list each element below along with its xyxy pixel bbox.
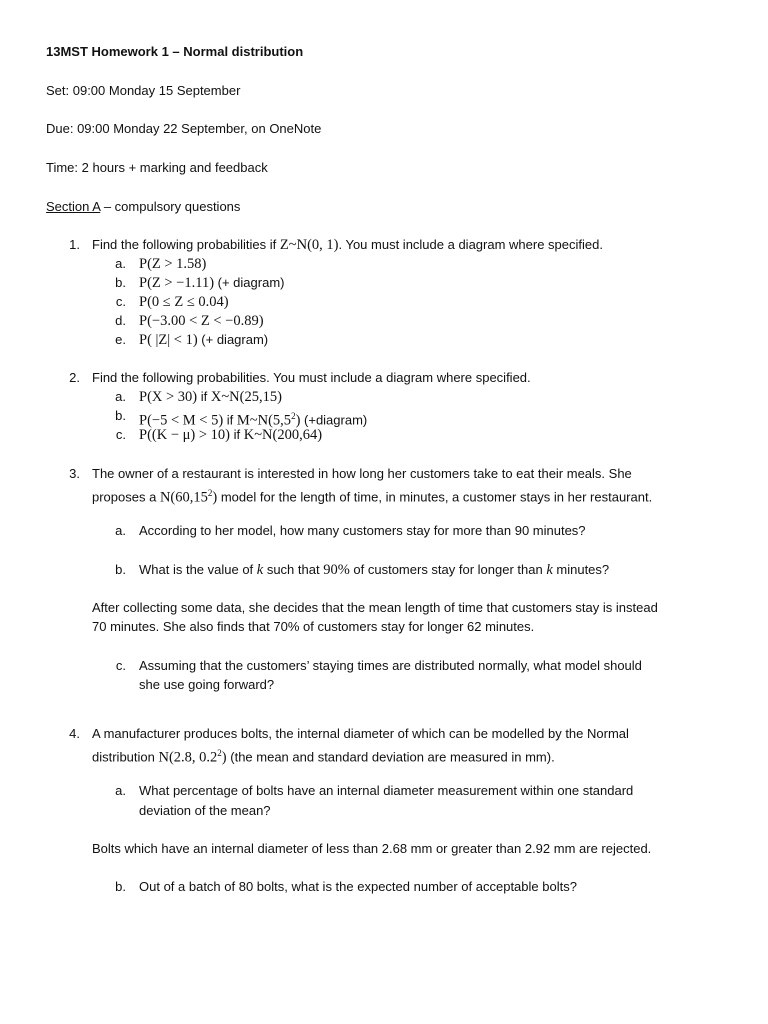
q2-part-c-label: c. <box>115 427 126 442</box>
q1-part-d <box>139 313 264 329</box>
set-time: Set: 09:00 Monday 15 September <box>46 83 241 98</box>
q2-part-a <box>139 389 282 405</box>
q4-part-b: Out of a batch of 80 bolts, what is the expected number of acceptable bolts? <box>139 879 577 894</box>
question-3-number: 3. <box>69 466 80 481</box>
q2-part-b-distribution: M~N(5,5 <box>236 412 292 429</box>
q4-model-exponent: 2 <box>217 748 222 758</box>
q3-paragraph-line-1: After collecting some data, she decides that the mean length of time that customers stay is instead <box>92 600 658 615</box>
q3-part-a: According to her model, how many customers stay for more than 90 minutes? <box>139 523 586 538</box>
q1-part-d-label: d. <box>115 313 126 328</box>
q3-paragraph-line-2: 70 minutes. She also finds that 70% of customers stay for longer 62 minutes. <box>92 619 535 634</box>
q3-b-text-2: such that <box>263 562 324 577</box>
section-heading <box>46 199 240 215</box>
question-1-intro: Find the following probabilities if <box>92 237 280 252</box>
q3-line2-start: proposes a <box>92 489 160 505</box>
question-2-text: Find the following probabilities. You must include a diagram where specified. <box>92 370 531 385</box>
q2-part-b <box>139 408 367 428</box>
q1-part-e-label: e. <box>115 332 126 347</box>
q3-part-b <box>139 562 609 578</box>
section-description: – compulsory questions <box>100 199 241 214</box>
time-allowance: Time: 2 hours + marking and feedback <box>46 160 268 175</box>
q1-part-e-note: (+ diagram) <box>197 332 269 347</box>
q2-part-a-math: P(X > 30) <box>139 389 198 405</box>
q4-part-a-label: a. <box>115 783 126 798</box>
q2-part-b-label: b. <box>115 408 126 423</box>
q4-paragraph: Bolts which have an internal diameter of less than 2.68 mm or greater than 2.92 mm are rejected. <box>92 841 652 856</box>
q3-model-close: ) <box>212 489 218 506</box>
q3-model-exponent: 2 <box>207 488 213 498</box>
q2-part-c-distribution: K~N(200,64) <box>243 427 323 443</box>
q4-part-a-line-1: What percentage of bolts have an internal diameter measurement within one standard <box>139 783 634 798</box>
q2-part-a-label: a. <box>115 389 126 404</box>
q1-part-e-math: P( |Z| < 1) <box>139 332 198 348</box>
question-1-math: Z~N(0, 1) <box>279 237 339 253</box>
q3-line2-end: model for the length of time, in minutes, a customer stays in her restaurant. <box>217 489 653 505</box>
question-1-text <box>92 237 603 253</box>
q3-model-math: N(60,15 <box>159 489 208 506</box>
question-1-number: 1. <box>69 237 80 252</box>
q3-b-percent: 90% <box>323 562 350 578</box>
q2-part-b-math: P(−5 < M < 5) <box>139 412 224 429</box>
q3-part-b-label: b. <box>115 562 126 577</box>
question-2-number: 2. <box>69 370 80 385</box>
q2-part-b-exponent: 2 <box>291 411 296 421</box>
q2-part-b-close: ) <box>295 412 301 429</box>
q3-part-c-line-1: Assuming that the customers’ staying times are distributed normally, what model should <box>139 658 642 673</box>
q2-part-b-note: (+diagram) <box>300 412 368 428</box>
question-4-line-1: A manufacturer produces bolts, the internal diameter of which can be modelled by the Normal <box>92 726 629 741</box>
q3-b-text-1: What is the value of <box>139 562 257 577</box>
q1-part-a-label: a. <box>115 256 126 271</box>
question-4-line-2 <box>92 745 555 765</box>
q1-part-c-math: P(0 ≤ Z ≤ 0.04) <box>139 294 229 310</box>
q1-part-c <box>139 294 229 310</box>
page-title: 13MST Homework 1 – Normal distribution <box>46 44 304 59</box>
q1-part-b-note: (+ diagram) <box>214 275 285 290</box>
q3-b-text-4: minutes? <box>552 562 610 577</box>
q1-part-e <box>139 332 268 348</box>
q3-part-c-line-2: she use going forward? <box>139 677 275 692</box>
question-1-instruction: . You must include a diagram where specified. <box>338 237 603 252</box>
q2-part-a-if: if <box>197 389 211 404</box>
q1-part-b <box>139 275 284 291</box>
q4-part-a-line-2: deviation of the mean? <box>139 803 271 818</box>
q1-part-d-math: P(−3.00 < Z < −0.89) <box>139 313 264 329</box>
q3-b-text-3: of customers stay for longer than <box>349 562 547 577</box>
q3-part-c-label: c. <box>115 658 126 673</box>
q4-model-close: ) <box>221 749 227 766</box>
q2-part-a-distribution: X~N(25,15) <box>210 389 282 405</box>
question-3-line-1: The owner of a restaurant is interested in how long her customers take to eat their meals. She <box>92 466 632 481</box>
q2-part-b-if: if <box>223 412 237 428</box>
q3-part-a-label: a. <box>115 523 126 538</box>
q1-part-c-label: c. <box>115 294 126 309</box>
q1-part-a-math: P(Z > 1.58) <box>139 256 207 272</box>
q4-model-math: N(2.8, 0.2 <box>158 749 218 766</box>
q4-part-b-label: b. <box>115 879 126 894</box>
q4-line2-start: distribution <box>92 749 159 765</box>
q2-part-c <box>139 427 322 443</box>
q1-part-b-math: P(Z > −1.11) <box>139 275 215 291</box>
q2-part-c-if: if <box>229 427 244 442</box>
section-label: Section A <box>46 199 101 214</box>
q4-line2-end: (the mean and standard deviation are measured in mm). <box>226 749 555 765</box>
q2-part-c-math: P((K − μ) > 10) <box>139 427 230 443</box>
q1-part-b-label: b. <box>115 275 126 290</box>
q3-b-var-k-2: k <box>546 562 553 578</box>
q1-part-a <box>139 256 206 272</box>
question-3-line-2 <box>92 485 652 505</box>
due-time: Due: 09:00 Monday 22 September, on OneNote <box>46 121 322 136</box>
q3-b-var-k: k <box>256 562 264 578</box>
question-4-number: 4. <box>69 726 80 741</box>
